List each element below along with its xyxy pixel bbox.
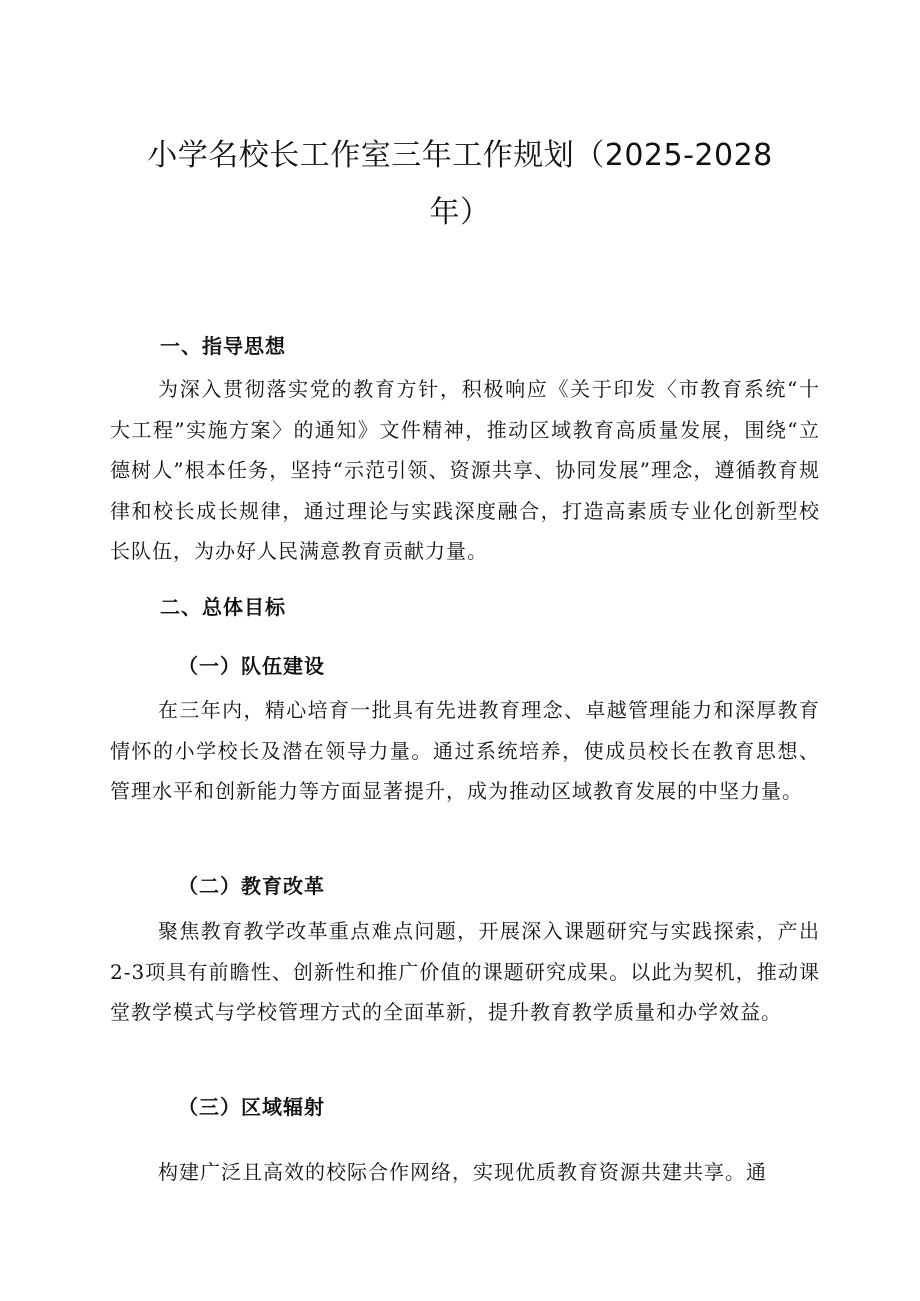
section-heading-guiding-ideology: 一、指导思想 — [160, 334, 286, 358]
document-title-line1: 小学名校长工作室三年工作规划（2025-2028 — [147, 138, 773, 173]
subsection-heading-education-reform: （二）教育改革 — [178, 874, 325, 898]
paragraph-team-building: 在三年内，精心培育一批具有先进教育理念、卓越管理能力和深厚教育情怀的小学校长及潜在领导力量。通过系统培养，使成员校长在教育思想、管理水平和创新能力等方面显著提升，成为推动区域教育发展的中坚力量。 — [110, 698, 820, 803]
paragraph-guiding-ideology: 为深入贯彻落实党的教育方针，积极响应《关于印发〈市教育系统“十大工程”实施方案〉的通知》文件精神，推动区域教育高质量发展，围绕“立德树人”根本任务，坚持“示范引领、资源共享、协同发展”理念，遵循教育规律和校长成长规律，通过理论与实践深度融合，打造高素质专业化创新型校长队伍，为办好人民满意教育贡献力量。 — [110, 377, 820, 563]
subsection-heading-regional-radiation: （三）区域辐射 — [178, 1095, 325, 1119]
subsection-heading-team-building: （一）队伍建设 — [178, 654, 325, 678]
paragraph-regional-radiation: 构建广泛且高效的校际合作网络，实现优质教育资源共建共享。通 — [158, 1160, 767, 1184]
section-heading-overall-goals: 二、总体目标 — [160, 595, 286, 619]
document-title-line2: 年） — [429, 195, 491, 230]
paragraph-education-reform: 聚焦教育教学改革重点难点问题，开展深入课题研究与实践探索，产出2-3项具有前瞻性、创新性和推广价值的课题研究成果。以此为契机，推动课堂教学模式与学校管理方式的全面革新，提升教育教学质量和办学效益。 — [110, 919, 820, 1024]
